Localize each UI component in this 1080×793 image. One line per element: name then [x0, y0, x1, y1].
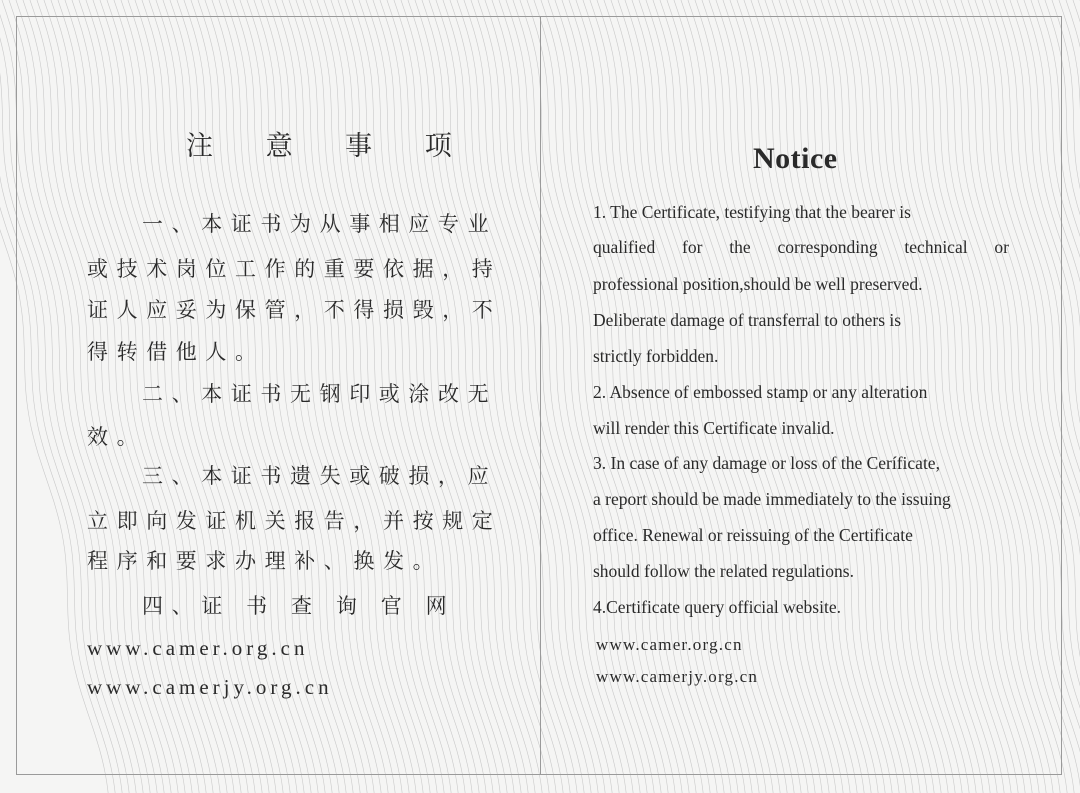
chinese-website-1: www.camer.org.cn [87, 636, 309, 660]
english-line-10: office. Renewal or reissuing of the Certificate [593, 525, 913, 545]
chinese-line-9: 程序和要求办理补、换发。 [87, 549, 443, 573]
english-line-3: professional position,should be well preserved. [593, 274, 923, 294]
english-website-2: www.camerjy.org.cn [596, 667, 759, 686]
english-line-6: 2. Absence of embossed stamp or any alteration [593, 382, 928, 402]
guilloche-line [1070, 0, 1080, 793]
english-line-7: will render this Certificate invalid. [593, 418, 835, 438]
english-line-5: strictly forbidden. [593, 346, 719, 366]
chinese-line-3: 证人应妥为保管，不得损毁，不 [87, 298, 502, 322]
english-line-4: Deliberate damage of transferral to others is [593, 310, 902, 330]
english-line-11: should follow the related regulations. [593, 561, 854, 581]
chinese-line-1: 一、本证书为从事相应专业 [142, 212, 498, 236]
english-line-2: qualified for the corresponding technical or [593, 237, 1009, 257]
english-website-1: www.camer.org.cn [596, 635, 743, 654]
chinese-website-2: www.camerjy.org.cn [87, 675, 333, 699]
english-line-12: 4.Certificate query official website. [593, 597, 841, 617]
english-line-9: a report should be made immediately to the issuing [593, 489, 951, 509]
chinese-line-8: 立即向发证机关报告，并按规定 [87, 509, 502, 533]
chinese-line-2: 或技术岗位工作的重要依据，持 [87, 257, 502, 281]
english-line-8: 3. In case of any damage or loss of the Ceríficate, [593, 453, 940, 473]
guilloche-line [1063, 0, 1080, 793]
chinese-line-6: 效。 [87, 425, 147, 449]
center-fold-divider [540, 16, 541, 775]
chinese-line-10: 四、证 书 查 询 官 网 [142, 594, 456, 618]
chinese-title: 注 意 事 项 [186, 131, 474, 162]
chinese-line-4: 得转借他人。 [87, 340, 265, 364]
chinese-line-5: 二、本证书无钢印或涂改无 [142, 382, 498, 406]
english-line-1: 1. The Certificate, testifying that the bearer is [593, 202, 911, 222]
english-title: Notice [753, 142, 838, 175]
chinese-line-7: 三、本证书遗失或破损，应 [142, 464, 498, 488]
